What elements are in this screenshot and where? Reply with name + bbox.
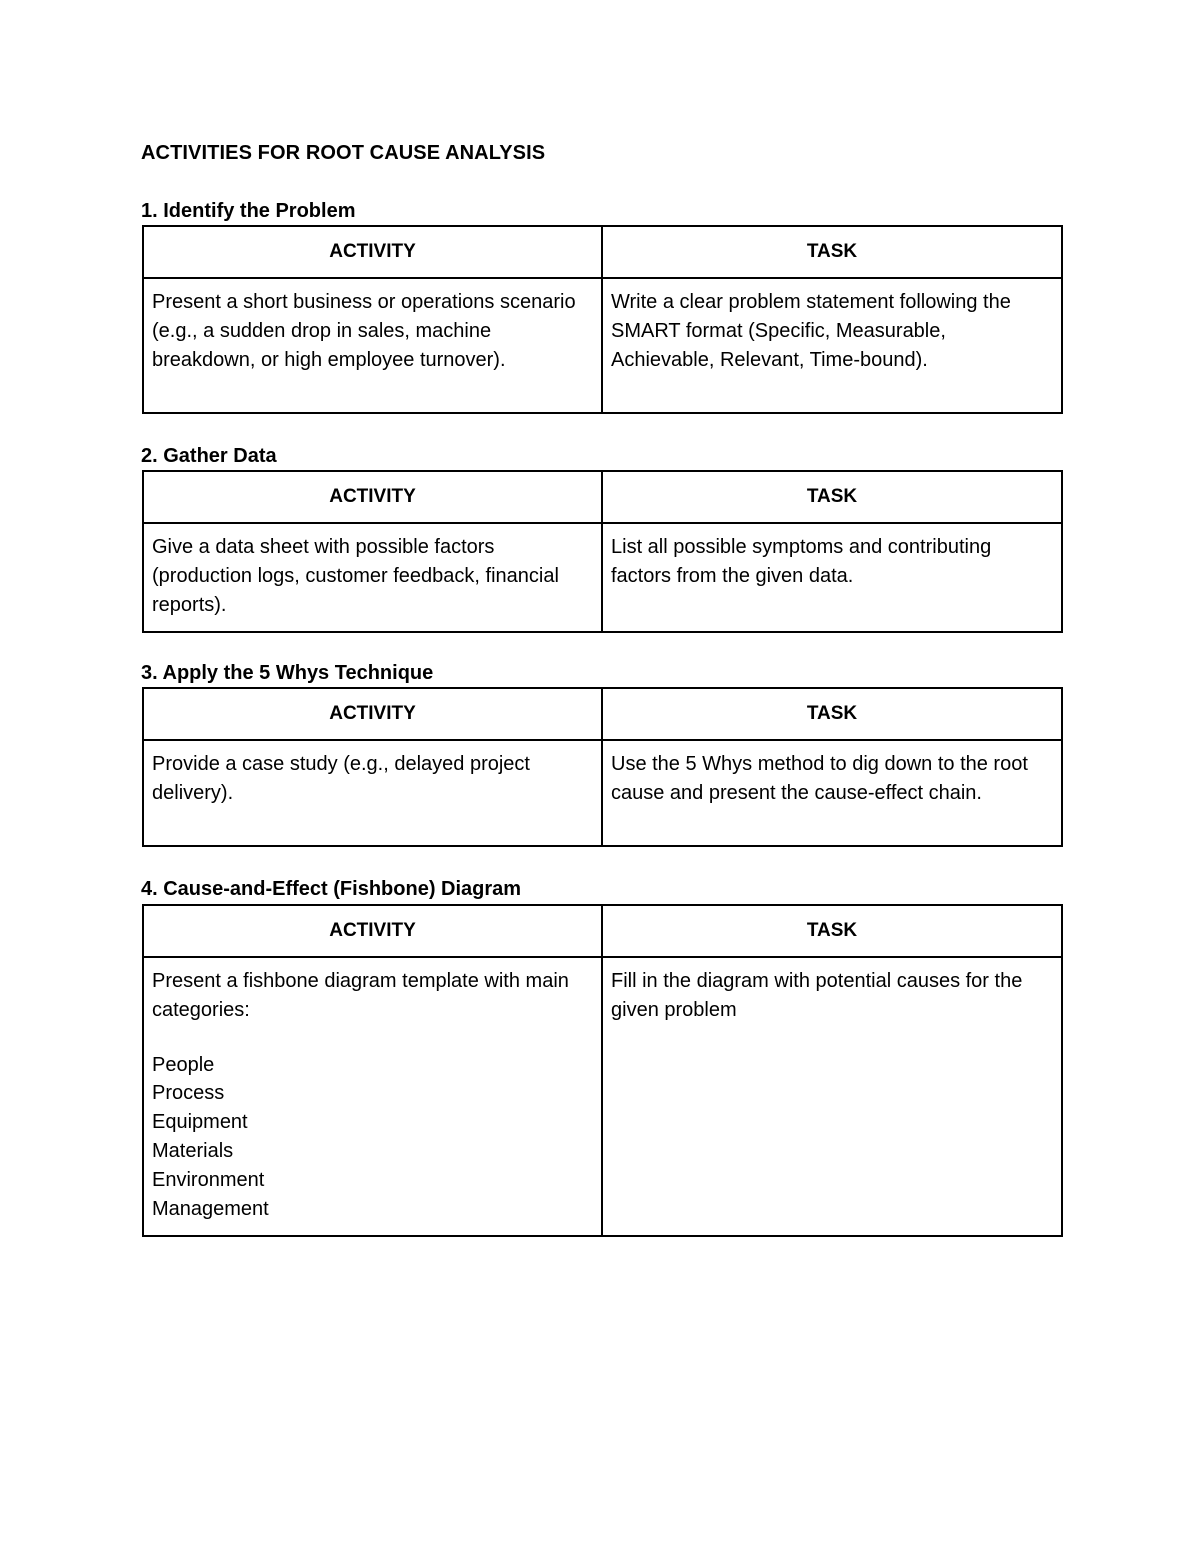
category-people: People [152,1053,215,1076]
task-column-header: TASK [602,226,1062,278]
section-heading-gather-data: 2. Gather Data [141,445,277,467]
table-header-row [143,226,1062,278]
table-row [143,278,1062,413]
section-heading-5-whys: 3. Apply the 5 Whys Technique [141,662,434,684]
task-column-header: TASK [602,471,1062,523]
activity-cell: Present a short business or operations scenario (e.g., a sudden drop in sales, machine breakdown, or high employee turnover). [143,278,602,413]
activity-cell: Give a data sheet with possible factors (production logs, customer feedback, financial reports). [143,523,602,632]
category-environment: Environment [152,1168,265,1191]
section-heading-identify-problem: 1. Identify the Problem [141,200,356,222]
fishbone-intro-text: Present a fishbone diagram template with main categories: [152,970,569,1021]
table-row [143,523,1062,632]
category-management: Management [152,1197,269,1220]
table-header-row [143,471,1062,523]
activity-column-header: ACTIVITY [143,226,602,278]
fishbone-table [142,904,1063,1237]
identify-problem-table [142,225,1063,414]
category-process: Process [152,1082,225,1105]
task-cell: Write a clear problem statement following the SMART format (Specific, Measurable, Achievable, Relevant, Time-bound). [602,278,1062,413]
activity-cell: Provide a case study (e.g., delayed project delivery). [143,740,602,846]
activity-column-header: ACTIVITY [143,688,602,740]
task-column-header: TASK [602,905,1062,957]
category-equipment: Equipment [152,1111,248,1134]
five-whys-table [142,687,1063,847]
activity-column-header: ACTIVITY [143,471,602,523]
task-cell: List all possible symptoms and contributing factors from the given data. [602,523,1062,632]
table-row [143,740,1062,846]
table-header-row [143,688,1062,740]
table-header-row [143,905,1062,957]
document-title: ACTIVITIES FOR ROOT CAUSE ANALYSIS [141,142,546,164]
activity-column-header: ACTIVITY [143,905,602,957]
table-row [143,957,1062,1236]
task-cell: Use the 5 Whys method to dig down to the root cause and present the cause-effect chain. [602,740,1062,846]
activity-cell [143,957,602,1236]
category-materials: Materials [152,1139,234,1162]
task-column-header: TASK [602,688,1062,740]
gather-data-table [142,470,1063,633]
section-heading-fishbone: 4. Cause-and-Effect (Fishbone) Diagram [141,878,522,900]
task-cell: Fill in the diagram with potential causes for the given problem [602,957,1062,1236]
